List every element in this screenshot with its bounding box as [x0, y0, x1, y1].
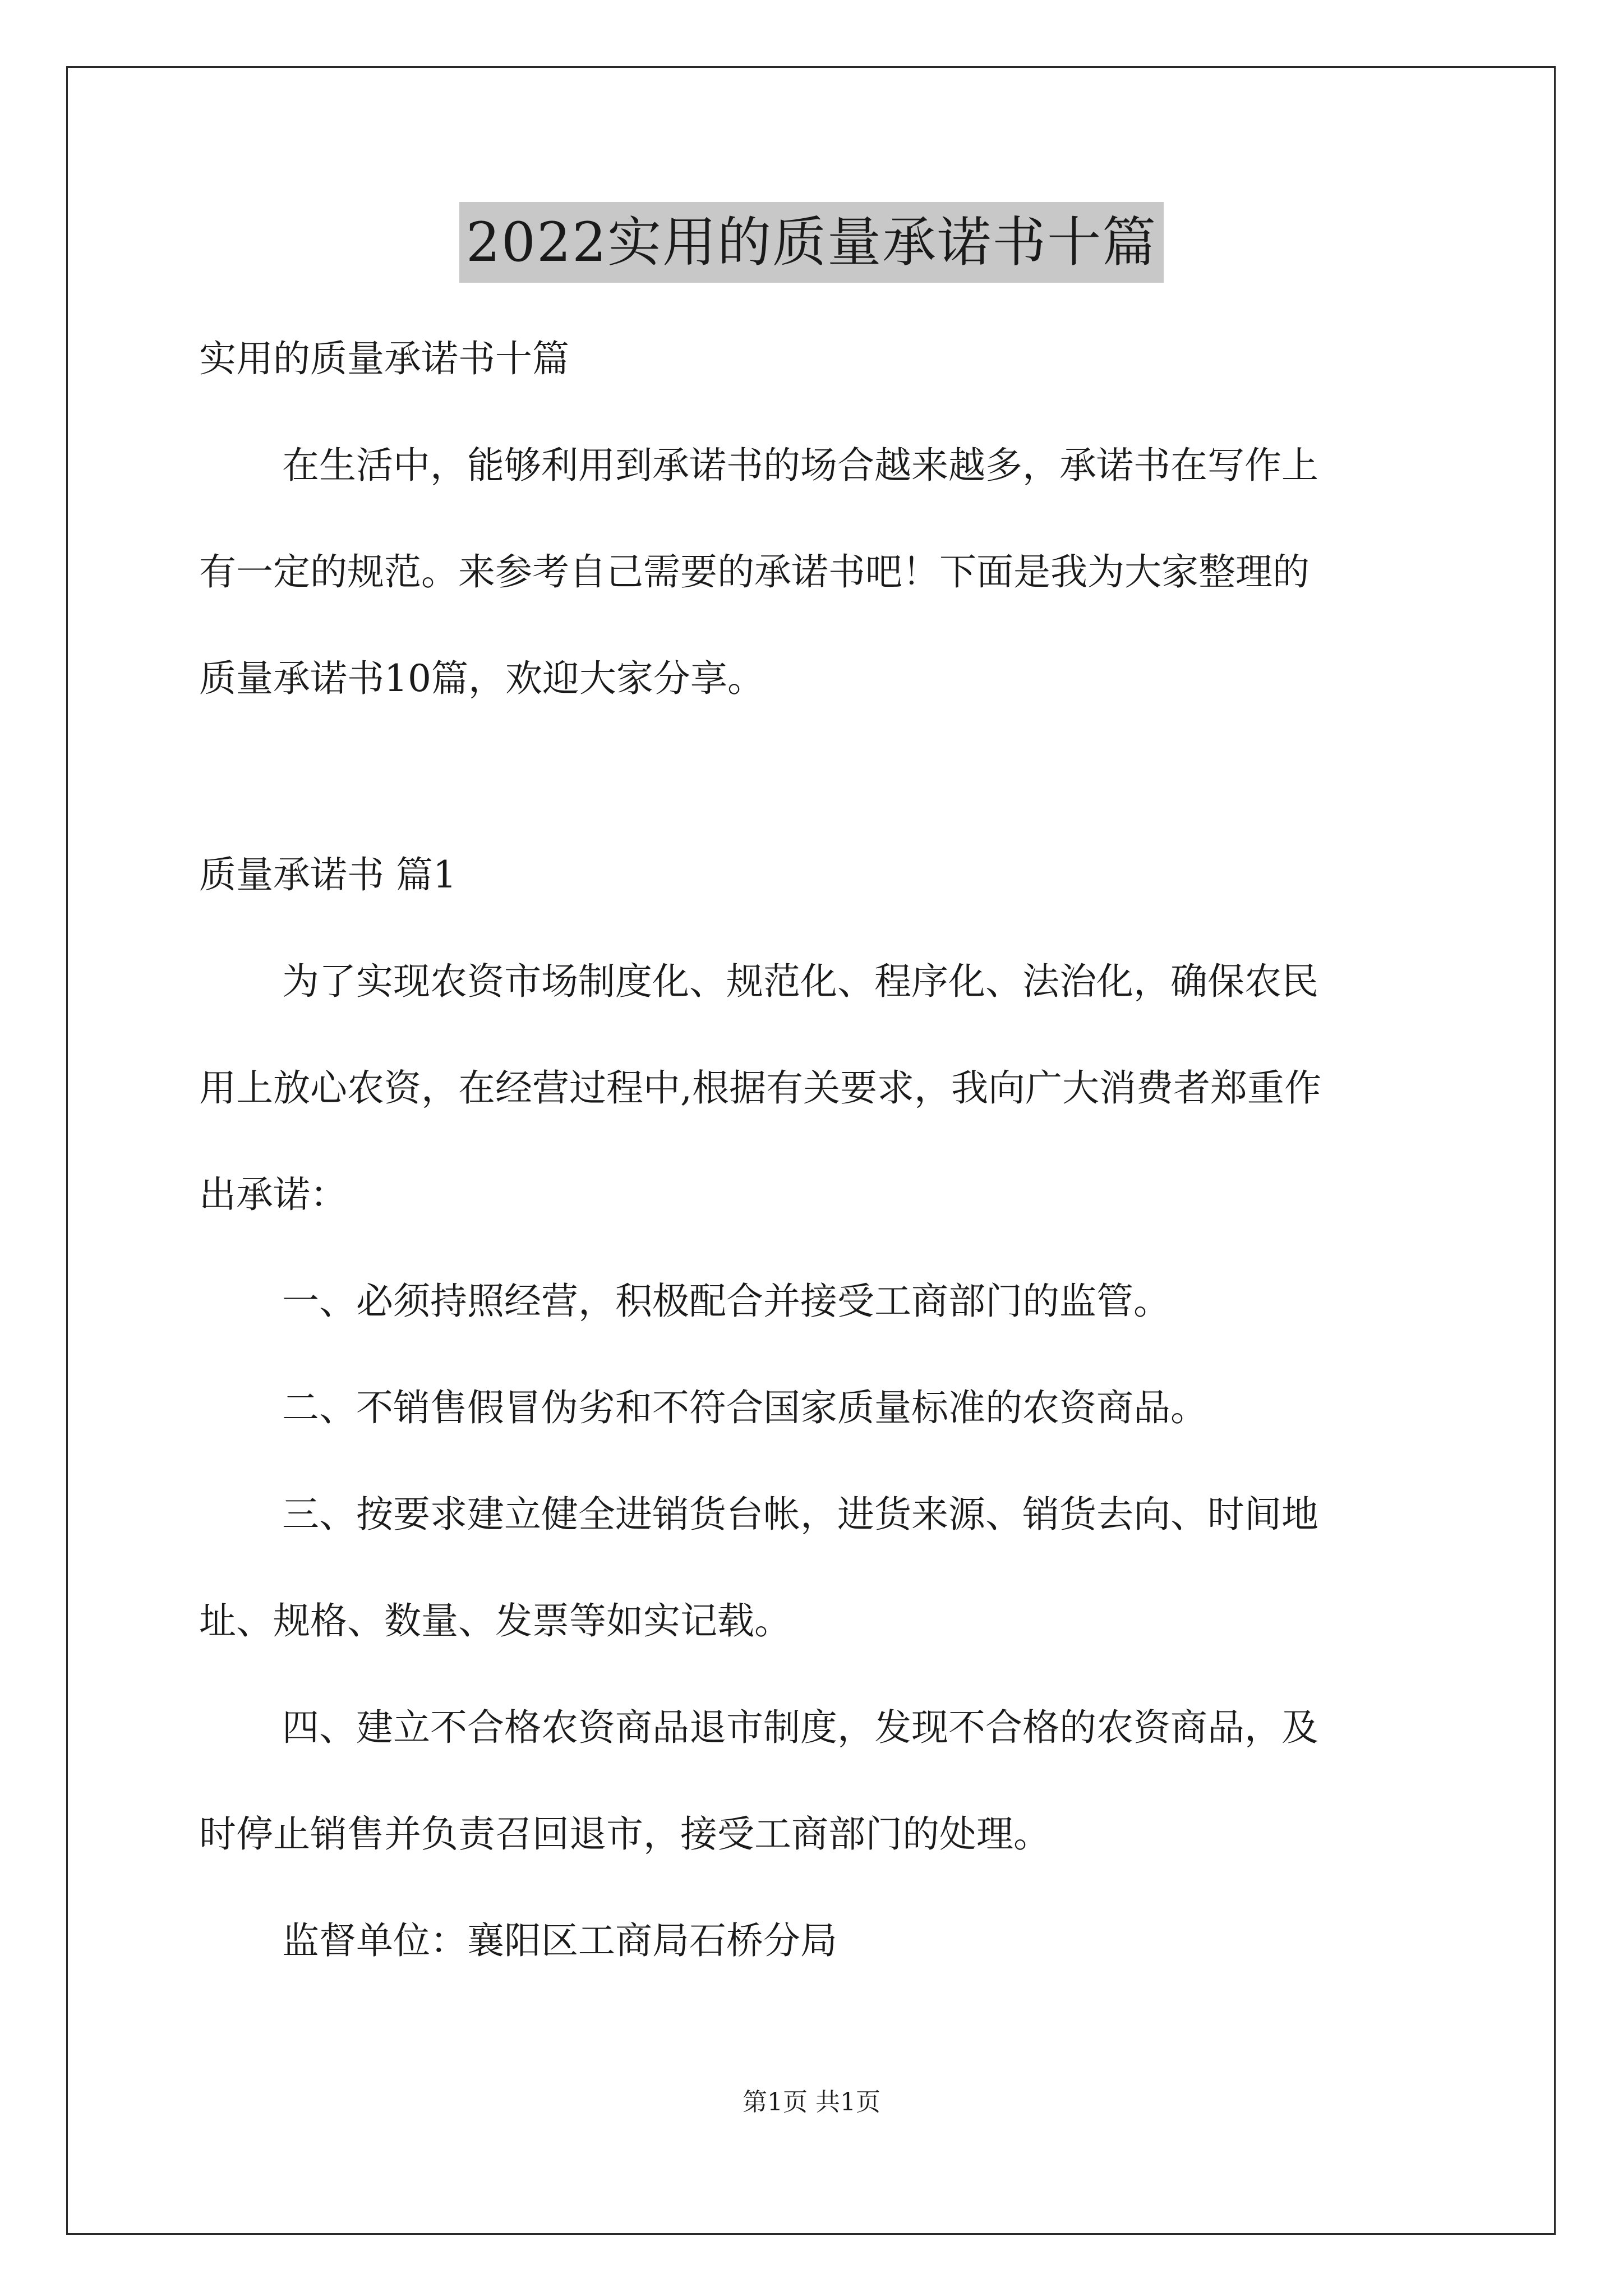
document-subtitle: 实用的质量承诺书十篇	[199, 337, 569, 380]
body-line: 时停止销售并负责召回退市，接受工商部门的处理。	[199, 1812, 1050, 1856]
body-line: 址、规格、数量、发票等如实记载。	[199, 1599, 791, 1642]
body-line: 为了实现农资市场制度化、规范化、程序化、法治化，确保农民	[282, 960, 1318, 1003]
intro-line: 质量承诺书10篇，欢迎大家分享。	[199, 657, 764, 700]
intro-line: 在生活中，能够利用到承诺书的场合越来越多，承诺书在写作上	[282, 444, 1318, 487]
body-line: 二、不销售假冒伪劣和不符合国家质量标准的农资商品。	[282, 1386, 1207, 1429]
section-spacer	[199, 732, 1433, 822]
document-title: 2022实用的质量承诺书十篇	[459, 202, 1164, 283]
section-heading: 质量承诺书 篇1	[199, 853, 457, 896]
document-body	[199, 306, 1433, 1994]
body-line: 用上放心农资，在经营过程中,根据有关要求，我向广大消费者郑重作	[199, 1066, 1321, 1110]
intro-line: 有一定的规范。来参考自己需要的承诺书吧！下面是我为大家整理的	[199, 550, 1310, 593]
body-line: 监督单位：襄阳区工商局石桥分局	[282, 1919, 837, 1962]
body-line: 三、按要求建立健全进销货台帐，进货来源、销货去向、时间地	[282, 1493, 1318, 1536]
body-line: 四、建立不合格农资商品退市制度，发现不合格的农资商品，及	[282, 1706, 1318, 1749]
page-footer: 第1页 共1页	[743, 2088, 880, 2116]
title-area	[0, 202, 1623, 283]
body-line: 出承诺：	[199, 1173, 347, 1216]
body-line: 一、必须持照经营，积极配合并接受工商部门的监管。	[282, 1280, 1170, 1323]
